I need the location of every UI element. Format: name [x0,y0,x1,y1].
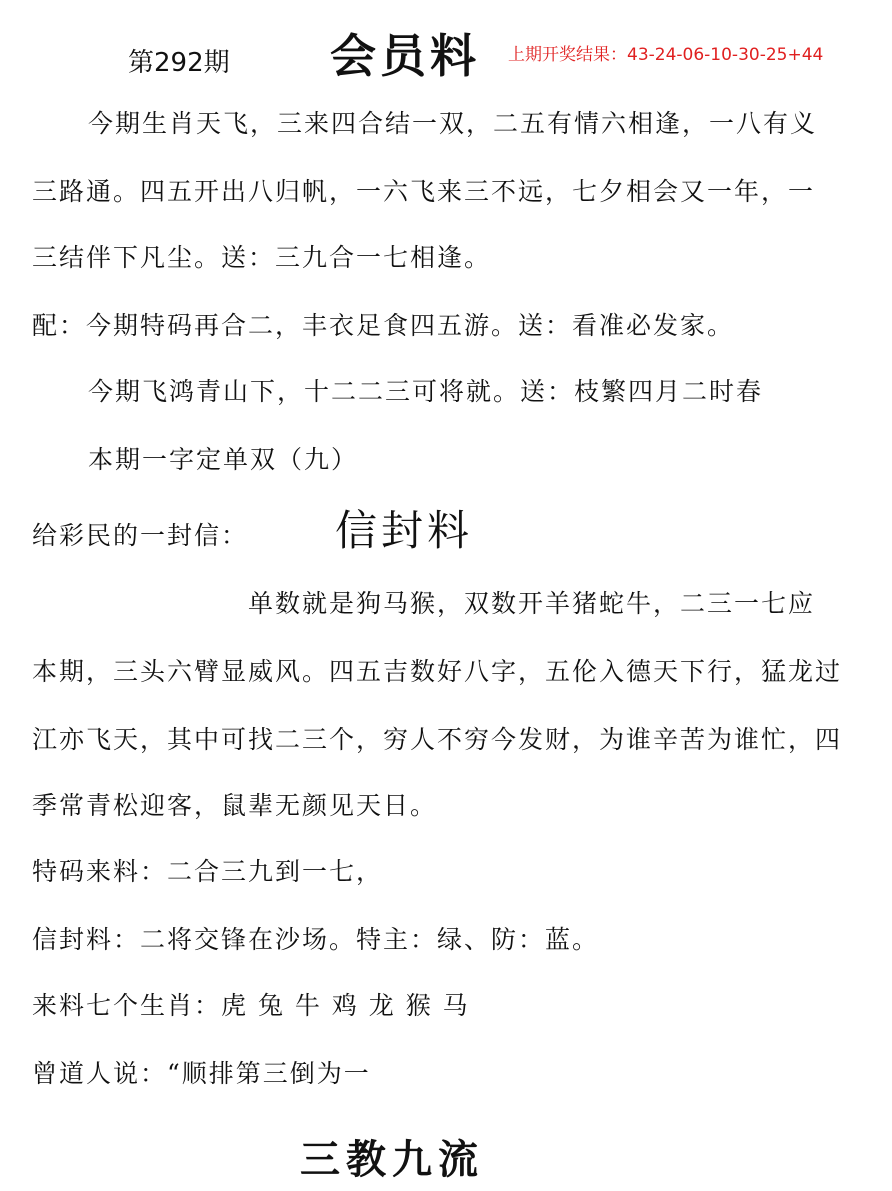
member-line-4: 配：今期特码再合二，丰衣足食四五游。送：看准必发家。 [32,311,735,340]
letter-line-7: 来料七个生肖：虎 兔 牛 鸡 龙 猴 马 [32,991,470,1020]
issue-number: 第292期 [128,48,230,78]
last-draw-result: 上期开奖结果：43-24-06-10-30-25+44 [508,45,824,65]
letter-label: 给彩民的一封信： [32,521,249,550]
letter-title: 信封料 [335,506,474,555]
letter-line-4: 季常青松迎客，鼠辈无颜见天日。 [32,791,438,820]
member-line-3: 三结伴下凡尘。送：三九合一七相逢。 [32,243,492,272]
letter-line-8: 曾道人说：“顺排第三倒为一 [32,1059,371,1088]
letter-line-2: 本期，三头六臂显威风。四五吉数好八字，五伦入德天下行，猛龙过 [32,657,843,686]
letter-line-3: 江亦飞天，其中可找二三个，穷人不穷今发财，为谁辛苦为谁忙，四 [32,725,843,754]
member-line-6: 本期一字定单双（九） [88,445,359,474]
letter-line-5: 特码来料：二合三九到一七， [32,857,384,886]
member-line-1: 今期生肖天飞，三来四合结一双，二五有情六相逢，一八有义 [88,109,818,138]
member-line-2: 三路通。四五开出八归帆，一六飞来三不远，七夕相会又一年，一 [32,177,816,206]
letter-line-6: 信封料：二将交锋在沙场。特主：绿、防：蓝。 [32,925,600,954]
footer-title: 三教九流 [300,1136,484,1183]
page-title: 会员料 [330,29,480,83]
letter-line-1: 单数就是狗马猴，双数开羊猪蛇牛，二三一七应 [248,589,816,618]
member-line-5: 今期飞鸿青山下，十二二三可将就。送：枝繁四月二时春 [88,377,764,406]
